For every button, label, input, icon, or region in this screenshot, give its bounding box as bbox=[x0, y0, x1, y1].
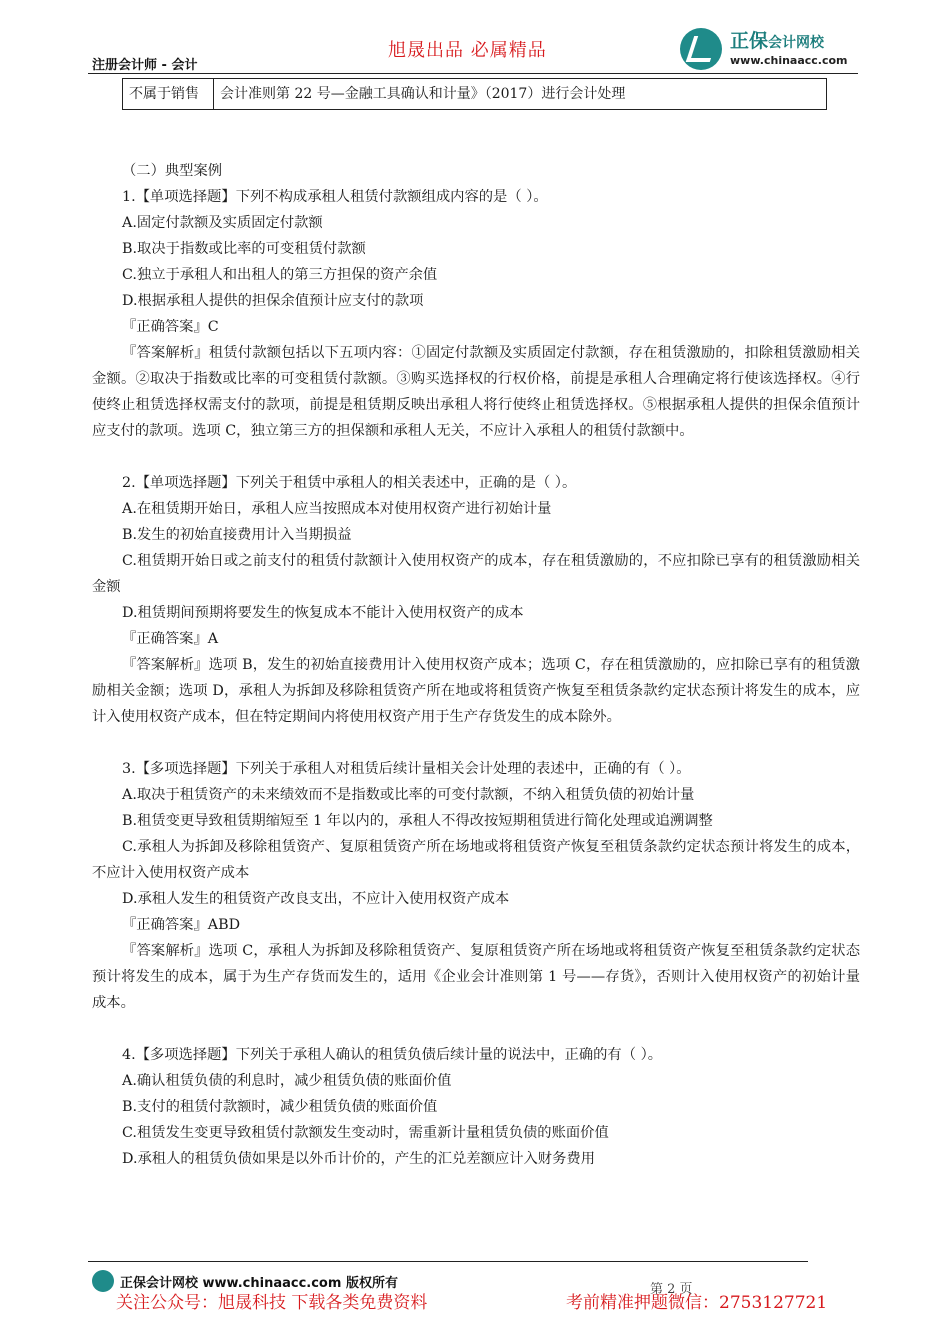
table-row bbox=[123, 79, 827, 110]
footer-brand-text: 正保会计网校 www.chinaacc.com 版权所有 bbox=[120, 1275, 398, 1291]
option-a: A.确认租赁负债的利息时，减少租赁负债的账面价值 bbox=[122, 1073, 452, 1089]
section-title: （二）典型案例 bbox=[122, 163, 223, 179]
footer-divider bbox=[88, 1261, 808, 1262]
table-cell-category: 不属于销售 bbox=[123, 79, 214, 110]
option-d: D.承租人的租赁负债如果是以外币计价的，产生的汇兑差额应计入财务费用 bbox=[122, 1151, 595, 1167]
correct-answer: 『正确答案』ABD bbox=[122, 917, 241, 933]
answer-analysis: 『答案解析』选项 C，承租人为拆卸及移除租赁资产、复原租赁资产所在场地或将租赁资产恢复至租赁条款约定状态预计将发生的成本，属于为生产存货而发生的，适用《企业会计准则第 1 号——存货》，否则计入使用权资产的初始计量成本。 bbox=[92, 943, 860, 1011]
logo-url: www.chinaacc.com bbox=[730, 54, 848, 67]
main-content bbox=[92, 158, 860, 1172]
question-stem: 2.【单项选择题】下列关于租赁中承租人的相关表述中，正确的是（ ）。 bbox=[122, 475, 577, 491]
question-4 bbox=[92, 1042, 860, 1172]
correct-answer: 『正确答案』A bbox=[122, 631, 219, 647]
question-stem: 3.【多项选择题】下列关于承租人对租赁后续计量相关会计处理的表述中，正确的有（ ）。 bbox=[122, 761, 691, 777]
option-c: C.租赁期开始日或之前支付的租赁付款额计入使用权资产的成本，存在租赁激励的，不应扣除已享有的租赁激励相关金额 bbox=[92, 553, 860, 595]
answer-analysis: 『答案解析』选项 B，发生的初始直接费用计入使用权资产成本；选项 C，存在租赁激励的，应扣除已享有的租赁激励相关金额；选项 D，承租人为拆卸及移除租赁资产所在地或将租赁资产恢复至租赁条款约定状态预计将发生的成本，应计入使用权资产成本，但在特定期间内将使用权资产用于生产存货发生的成本除外。 bbox=[92, 657, 860, 725]
answer-analysis: 『答案解析』租赁付款额包括以下五项内容：①固定付款额及实质固定付款额，存在租赁激励的，扣除租赁激励相关金额。②取决于指数或比率的可变租赁付款额。③购买选择权的行权价格，前提是承租人合理确定将行使该选择权。④行使终止租赁选择权需支付的款项，前提是租赁期反映出承租人将行使终止租赁选择权。⑤根据承租人提供的担保余值预计应支付的款项。选项 C，独立第三方的担保额和承租人无关，不应计入承租人的租赁付款额中。 bbox=[92, 345, 860, 439]
option-c: C.租赁发生变更导致租赁付款额发生变动时，需重新计量租赁负债的账面价值 bbox=[122, 1125, 609, 1141]
promo-contact: 考前精准押题微信：2753127721 bbox=[566, 1293, 828, 1313]
question-stem: 1.【单项选择题】下列不构成承租人租赁付款额组成内容的是（ ）。 bbox=[122, 189, 548, 205]
option-d: D.承租人发生的租赁资产改良支出，不应计入使用权资产成本 bbox=[122, 891, 510, 907]
header-slogan: 旭晟出品 必属精品 bbox=[388, 40, 547, 61]
option-b: B.支付的租赁付款额时，减少租赁负债的账面价值 bbox=[122, 1099, 438, 1115]
logo-name: 正保会计网校 bbox=[730, 30, 825, 52]
promo-wechat-account: 关注公众号：旭晟科技 下载各类免费资料 bbox=[116, 1293, 428, 1313]
option-b: B.发生的初始直接费用计入当期损益 bbox=[122, 527, 352, 543]
option-b: B.取决于指数或比率的可变租赁付款额 bbox=[122, 241, 366, 257]
option-d: D.租赁期间预期将要发生的恢复成本不能计入使用权资产的成本 bbox=[122, 605, 524, 621]
option-c: C.独立于承租人和出租人的第三方担保的资产余值 bbox=[122, 267, 438, 283]
footer-logo-icon bbox=[92, 1270, 114, 1292]
option-b: B.租赁变更导致租赁期缩短至 1 年以内的，承租人不得改按短期租赁进行简化处理或追溯调整 bbox=[122, 813, 713, 829]
question-3 bbox=[92, 756, 860, 1016]
continued-table bbox=[122, 78, 827, 110]
option-a: A.在租赁期开始日，承租人应当按照成本对使用权资产进行初始计量 bbox=[122, 501, 552, 517]
correct-answer: 『正确答案』C bbox=[122, 319, 219, 335]
question-2 bbox=[92, 470, 860, 730]
question-stem: 4.【多项选择题】下列关于承租人确认的租赁负债后续计量的说法中，正确的有（ ）。 bbox=[122, 1047, 663, 1063]
header-divider bbox=[88, 73, 858, 74]
option-d: D.根据承租人提供的担保余值预计应支付的款项 bbox=[122, 293, 424, 309]
table-cell-treatment: 会计准则第 22 号—金融工具确认和计量》（2017）进行会计处理 bbox=[214, 79, 827, 110]
option-a: A.固定付款额及实质固定付款额 bbox=[122, 215, 323, 231]
page-number: 第 2 页 bbox=[650, 1282, 693, 1297]
question-1 bbox=[92, 184, 860, 444]
logo-mark-icon bbox=[680, 28, 722, 70]
brand-logo bbox=[680, 28, 848, 70]
option-c: C.承租人为拆卸及移除租赁资产、复原租赁资产所在场地或将租赁资产恢复至租赁条款约定状态预计将发生的成本，不应计入使用权资产成本 bbox=[92, 839, 860, 881]
option-a: A.取决于租赁资产的未来绩效而不是指数或比率的可变付款额，不纳入租赁负债的初始计量 bbox=[122, 787, 695, 803]
course-title: 注册会计师 - 会计 bbox=[92, 58, 198, 73]
